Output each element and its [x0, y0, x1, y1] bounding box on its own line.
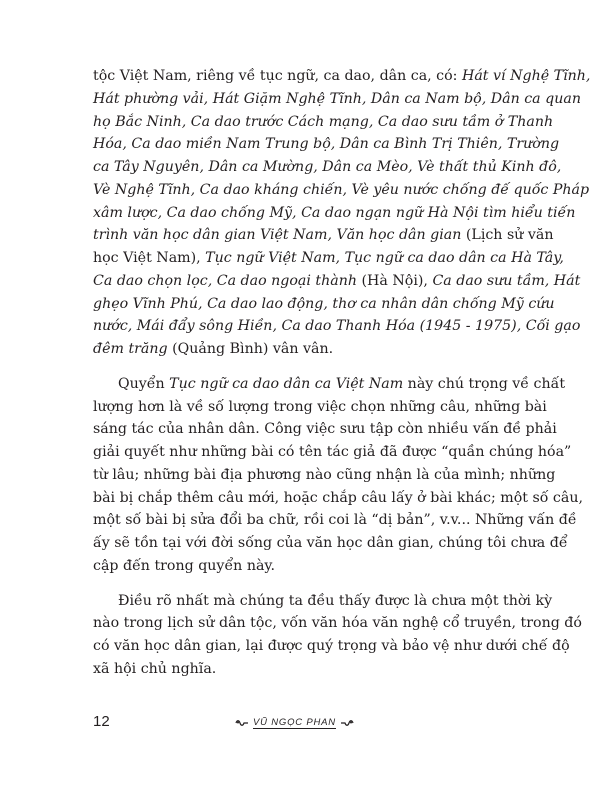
text-run: Quyển — [118, 375, 170, 392]
paragraph — [93, 65, 590, 361]
running-head-author: VŨ NGỌC PHAN — [253, 717, 336, 728]
text-line — [93, 88, 581, 111]
text-run: tộc Việt Nam, riêng về tục ngữ, ca dao, dân ca, có: — [93, 68, 462, 84]
text-line — [93, 612, 582, 635]
italic-title-run: Ca dao chọn lọc, Ca dao ngoại thành — [93, 272, 357, 289]
paragraph — [93, 590, 582, 681]
running-head — [235, 717, 354, 729]
text-line — [93, 464, 556, 487]
italic-title-run: ghẹo Vĩnh Phú, Ca dao lao động, thơ ca nhân dân chống Mỹ cứu — [93, 295, 555, 312]
text-line — [93, 635, 570, 658]
text-line — [93, 202, 576, 225]
text-line — [93, 441, 572, 464]
scroll-ornament-icon — [340, 719, 354, 727]
italic-title-run: xâm lược, Ca dao chống Mỹ, Ca dao ngạn ngữ Hà Nội tìm hiểu tiến — [93, 204, 576, 221]
text-run: lượng hơn là về số lượng trong việc chọn những câu, những bài — [93, 398, 547, 415]
text-line — [93, 418, 557, 441]
text-line — [93, 156, 562, 179]
text-run: này chú trọng về chất — [403, 375, 566, 392]
text-run: (Hà Nội), — [357, 272, 433, 289]
italic-title-run: nước, Mái đẩy sông Hiền, Ca dao Thanh Hóa (1945 - 1975), Cối gạo — [93, 318, 581, 335]
italic-title-run: Vè Nghệ Tĩnh, Ca dao kháng chiến, Vè yêu nước chống đế quốc Pháp — [93, 181, 590, 198]
italic-title-run: họ Bắc Ninh, Ca dao trước Cách mạng, Ca dao sưu tầm ở Thanh — [93, 113, 554, 130]
text-run: (Lịch sử văn — [461, 227, 554, 244]
text-run: cập đến trong quyển này. — [93, 557, 276, 574]
text-run: có văn học dân gian, lại được quý trọng và bảo vệ như dưới chế độ — [93, 638, 570, 654]
text-line — [93, 270, 581, 293]
text-line — [93, 293, 555, 316]
text-line — [93, 373, 566, 396]
italic-title-run: Hóa, Ca dao miền Nam Trung bộ, Dân ca Bình Trị Thiên, Trường — [93, 136, 560, 153]
italic-title-run: Ca dao sưu tầm, Hát — [432, 272, 581, 289]
text-line — [93, 532, 568, 555]
text-run: bài bị chắp thêm câu mới, hoặc chắp câu lấy ở bài khác; một số câu, — [93, 489, 583, 506]
italic-title-run: Hát ví Nghệ Tĩnh, — [461, 68, 590, 84]
page-footer — [93, 713, 504, 737]
text-run: (Quảng Bình) vân vân. — [167, 341, 334, 357]
text-line — [93, 396, 547, 419]
text-line — [93, 247, 564, 270]
page-number: 12 — [93, 713, 110, 730]
text-line — [93, 487, 583, 510]
text-line — [93, 111, 554, 134]
italic-title-run: đêm trăng — [93, 341, 168, 357]
italic-title-run: Tục ngữ ca dao dân ca Việt Nam — [169, 375, 404, 392]
text-run: Điều rõ nhất mà chúng ta đều thấy được là chưa một thời kỳ — [118, 592, 553, 609]
text-run: từ lâu; những bài địa phương nào cũng nhận là của mình; những — [93, 466, 556, 483]
italic-title-run: Tục ngữ Việt Nam, Tục ngữ ca dao dân ca Hà Tây, — [205, 250, 564, 266]
text-line — [93, 65, 590, 88]
italic-title-run: trình văn học dân gian Việt Nam, Văn học dân gian — [93, 227, 462, 244]
text-line — [93, 338, 504, 361]
text-run: giải quyết như những bài có tên tác giả đã được “quần chúng hóa” — [93, 444, 572, 460]
text-run: một số bài bị sửa đổi ba chữ, rồi coi là “dị bản”, v.v... Những vấn đề — [93, 512, 577, 529]
paragraph — [93, 373, 583, 578]
text-line — [93, 555, 504, 578]
italic-title-run: ca Tây Nguyên, Dân ca Mường, Dân ca Mèo, Vè thất thủ Kinh đô, — [93, 159, 562, 175]
text-line — [93, 658, 504, 681]
text-line — [93, 133, 560, 156]
text-run: nào trong lịch sử dân tộc, vốn văn hóa văn nghệ cổ truyền, trong đó — [93, 615, 582, 632]
text-line — [93, 224, 554, 247]
body-text — [93, 65, 590, 681]
text-line — [93, 509, 577, 532]
text-line — [93, 315, 581, 338]
scroll-ornament-icon — [235, 719, 249, 727]
italic-title-run: Hát phường vải, Hát Giặm Nghệ Tĩnh, Dân ca Nam bộ, Dân ca quan — [93, 90, 581, 107]
text-run: học Việt Nam), — [93, 250, 206, 266]
text-run: sáng tác của nhân dân. Công việc sưu tập còn nhiều vấn đề phải — [93, 421, 557, 438]
text-run: xã hội chủ nghĩa. — [93, 660, 217, 677]
text-line — [93, 590, 553, 613]
text-run: ấy sẽ tồn tại với đời sống của văn học dân gian, chúng tôi chưa để — [93, 535, 568, 551]
text-line — [93, 179, 590, 202]
